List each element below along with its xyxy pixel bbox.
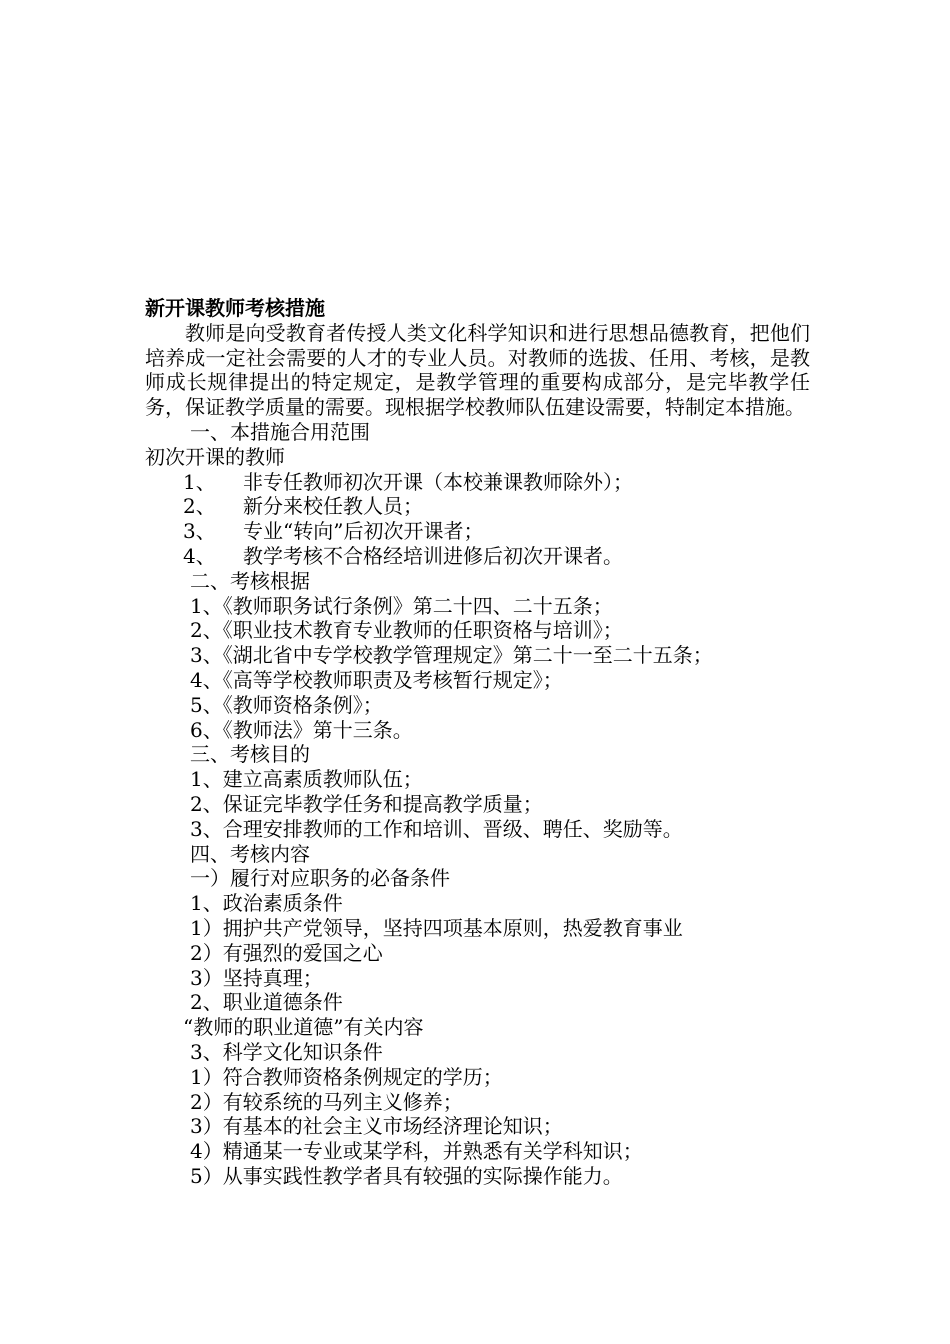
item-text: 新分来校任教人员；: [243, 494, 423, 519]
section4-subheading: 一）履行对应职务的必备条件: [190, 866, 450, 891]
political-item: 3）坚持真理；: [190, 965, 323, 990]
section2-item: 6、《教师法》第十三条。: [190, 717, 413, 742]
section1-item: [145, 470, 810, 495]
item-text: 专业“转向”后初次开课者；: [243, 519, 484, 544]
document-title: 新开课教师考核措施: [145, 296, 325, 320]
item-text: 非专任教师初次开课（本校兼课教师除外）；: [243, 469, 633, 494]
political-item: 2）有强烈的爱国之心: [190, 940, 383, 965]
section2-heading: 二、考核根据: [190, 568, 310, 593]
section2-item: 2、《职业技术教育专业教师的任职资格与培训》；: [190, 618, 623, 643]
section1-item: [145, 544, 810, 569]
knowledge-item: 1）符合教师资格条例规定的学历；: [190, 1064, 503, 1089]
section3-item: 1、建立高素质教师队伍；: [190, 767, 423, 792]
knowledge-item: 4）精通某一专业或某学科，并熟悉有关学科知识；: [190, 1139, 643, 1164]
item-number: 2、: [183, 494, 216, 519]
section2-item: 1、《教师职务试行条例》第二十四、二十五条；: [190, 593, 613, 618]
section2-item: 3、《湖北省中专学校教学管理规定》第二十一至二十五条；: [190, 643, 713, 668]
section4-heading: 四、考核内容: [190, 841, 310, 866]
knowledge-item: 3）有基本的社会主义市场经济理论知识；: [190, 1114, 563, 1139]
knowledge-item: 5）从事实践性教学者具有较强的实际操作能力。: [190, 1163, 623, 1188]
section2-item: 4、《高等学校教师职责及考核暂行规定》；: [190, 667, 563, 692]
section3-item: 2、保证完毕教学任务和提高教学质量；: [190, 791, 543, 816]
section3-heading: 三、考核目的: [190, 742, 310, 767]
section1-subheading: 初次开课的教师: [145, 444, 285, 469]
item-number: 3、: [183, 519, 216, 544]
document-body: [145, 296, 810, 1189]
section1-item: [145, 519, 810, 544]
intro-paragraph: 教师是向受教育者传授人类文化科学知识和进行思想品德教育，把他们培养成一定社会需要的人才的专业人员。对教师的选拔、任用、考核，是教师成长规律提出的特定规定，是教学管理的重要构成部分，是完毕教学任务，保证教学质量的需要。现根据学校教师队伍建设需要，特制定本措施。: [145, 320, 810, 420]
item-text: 教学考核不合格经培训进修后初次开课者。: [243, 543, 623, 568]
political-heading: 1、政治素质条件: [190, 891, 343, 916]
item-number: 1、: [183, 469, 216, 494]
section3-item: 3、合理安排教师的工作和培训、晋级、聘任、奖励等。: [190, 816, 683, 841]
section2-item: 5、《教师资格条例》；: [190, 692, 383, 717]
ethics-note: “教师的职业道德”有关内容: [183, 1015, 424, 1040]
knowledge-item: 2）有较系统的马列主义修养；: [190, 1089, 463, 1114]
item-number: 4、: [183, 543, 216, 568]
section1-heading: 一、本措施合用范围: [190, 419, 370, 444]
knowledge-heading: 3、科学文化知识条件: [190, 1039, 383, 1064]
political-item: 1）拥护共产党领导，坚持四项基本原则，热爱教育事业: [190, 915, 683, 940]
section1-item: [145, 494, 810, 519]
ethics-heading: 2、职业道德条件: [190, 990, 343, 1015]
